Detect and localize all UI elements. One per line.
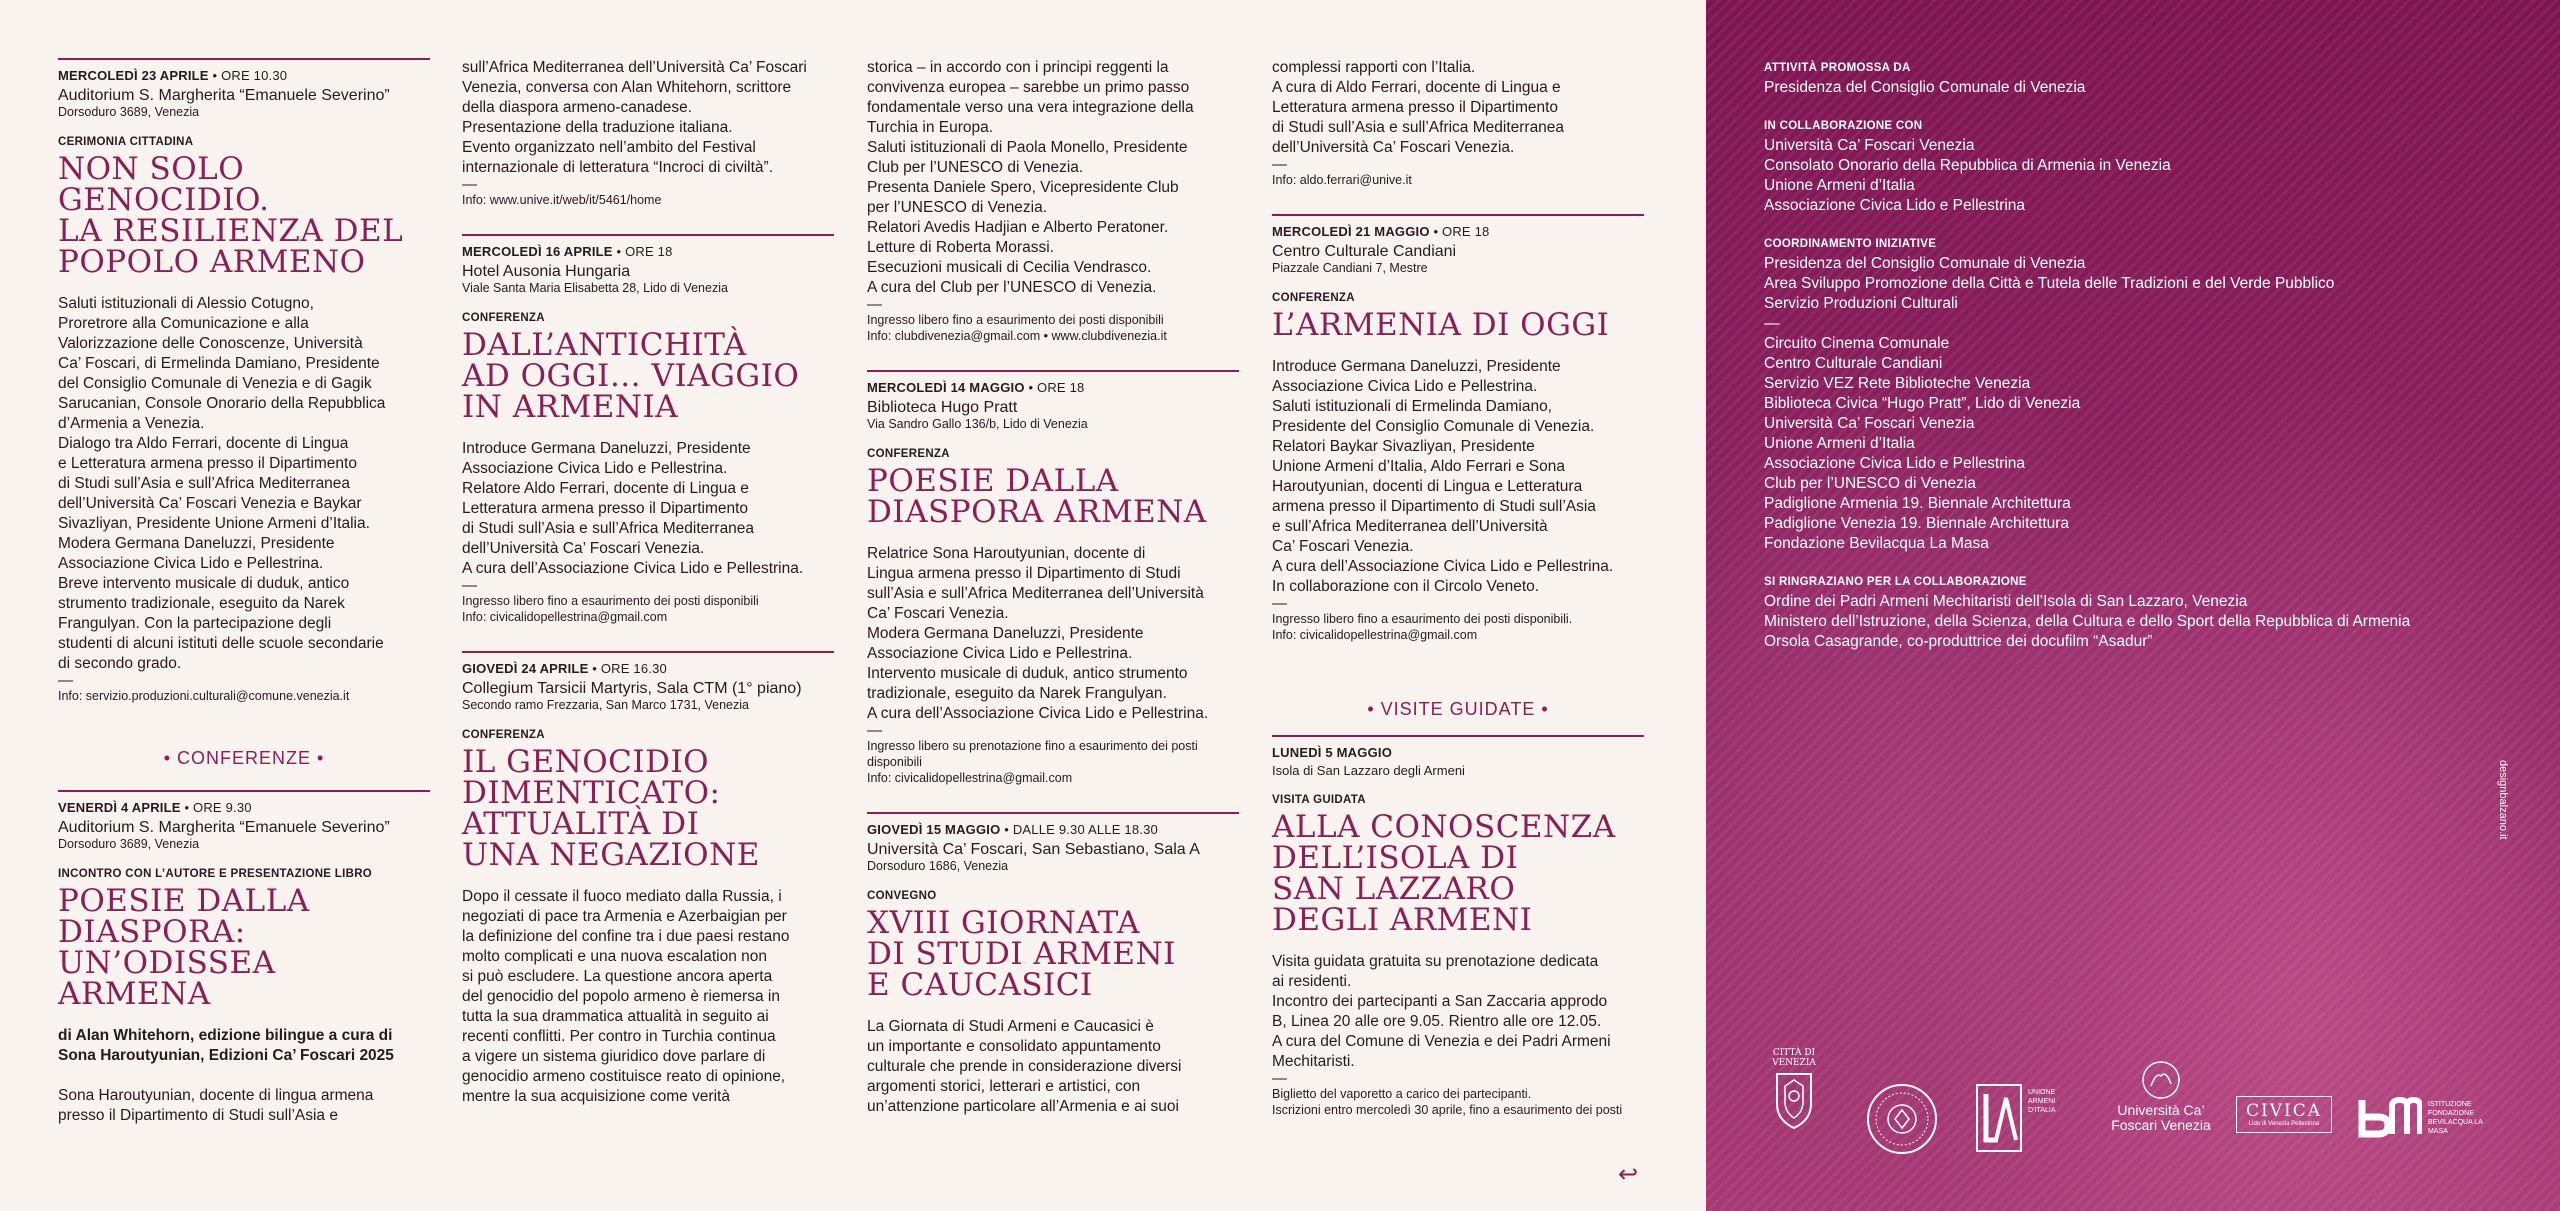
credits-item: Servizio VEZ Rete Biblioteche Venezia bbox=[1764, 375, 2031, 392]
credits-heading: SI RINGRAZIANO PER LA COLLABORAZIONE bbox=[1764, 576, 2027, 588]
unione-armeni-logo: UNIONE ARMENI D’ITALIA bbox=[1976, 1084, 2066, 1154]
event-venue: Biblioteca Hugo Pratt bbox=[867, 399, 1018, 416]
event-venue: Isola di San Lazzaro degli Armeni bbox=[1272, 763, 1465, 778]
credits-item: Area Sviluppo Promozione della Città e Tutela delle Tradizioni e del Verde Pubblico bbox=[1764, 275, 2335, 292]
event-info[interactable]: Ingresso libero fino a esaurimento dei posti disponibili Info: civicalidopellestrina@gmail.com bbox=[462, 594, 759, 624]
event-venue: Collegium Tarsicii Martyris, Sala CTM (1° piano) bbox=[462, 680, 802, 697]
event-info[interactable]: Ingresso libero fino a esaurimento dei posti disponibili. Info: civicalidopellestrina@gmail.com bbox=[1272, 612, 1573, 642]
event-date: MERCOLEDÌ 16 APRILE • ORE 18 bbox=[462, 244, 673, 259]
credits-item: Università Ca’ Foscari Venezia bbox=[1764, 415, 1975, 432]
civica-logo: CIVICA Lido di Venezia Pellestrina bbox=[2236, 1096, 2332, 1133]
column-3 bbox=[867, 58, 1239, 1117]
divider bbox=[867, 812, 1239, 814]
event-title: NON SOLO GENOCIDIO. LA RESILIENZA DEL POPOLO ARMENO bbox=[58, 151, 404, 280]
divider bbox=[58, 790, 430, 792]
credits-heading: ATTIVITÀ PROMOSSA DA bbox=[1764, 62, 1911, 74]
divider bbox=[58, 58, 430, 60]
credits-item: Consolato Onorario della Repubblica di Armenia in Venezia bbox=[1764, 157, 2171, 174]
event-address: Dorsoduro 3689, Venezia bbox=[58, 837, 200, 851]
credits-item: Padiglione Venezia 19. Biennale Architettura bbox=[1764, 515, 2070, 532]
event-venue: Auditorium S. Margherita “Emanuele Severino” bbox=[58, 819, 390, 836]
event-body-continued: sull’Africa Mediterranea dell’Università Ca’ Foscari Venezia, conversa con Alan Whitehorn, scrittore della diaspora armeno-canadese. Presentazione della traduzione italiana. Evento organizzato nell’ambito del Festival internazionale di letteratura “Incroci di civiltà”. bbox=[462, 59, 807, 176]
venezia-crest-icon bbox=[1771, 1068, 1817, 1130]
event-date: MERCOLEDÌ 14 MAGGIO • ORE 18 bbox=[867, 380, 1085, 395]
dash: — bbox=[867, 296, 882, 313]
event-address: Via Sandro Gallo 136/b, Lido di Venezia bbox=[867, 417, 1088, 431]
ua-mark-icon bbox=[1976, 1084, 2022, 1152]
dash: — bbox=[1272, 1070, 1287, 1087]
dash: — bbox=[1272, 156, 1287, 173]
event-date: GIOVEDÌ 15 MAGGIO • DALLE 9.30 ALLE 18.30 bbox=[867, 822, 1158, 837]
event-info[interactable]: Info: www.unive.it/web/it/5461/home bbox=[462, 193, 662, 207]
event-address: Viale Santa Maria Elisabetta 28, Lido di Venezia bbox=[462, 281, 728, 295]
event-date: GIOVEDÌ 24 APRILE • ORE 16.30 bbox=[462, 661, 667, 676]
dash: — bbox=[1272, 595, 1287, 612]
event-address: Piazzale Candiani 7, Mestre bbox=[1272, 261, 1428, 275]
credits-item: Circuito Cinema Comunale bbox=[1764, 335, 1950, 352]
event-kind: CONVEGNO bbox=[867, 890, 937, 902]
column-1 bbox=[58, 58, 430, 1126]
credits-item: Presidenza del Consiglio Comunale di Venezia bbox=[1764, 255, 2086, 272]
event-body: Introduce Germana Daneluzzi, Presidente Associazione Civica Lido e Pellestrina. Saluti istituzionali di Ermelinda Damiano, Presidente del Consiglio Comunale di Venezia. Relatori Baykar Sivazliyan, Presidente Unione Armeni d’Italia, Aldo Ferrari e Sona Haroutyunian, docenti di Lingua e Letteratura armena presso il Dipartimento di Studi sull’Asia e sull’Africa Mediterranea dell’Università Ca’ Foscari Venezia. A cura dell’Associazione Civica Lido e Pellestrina. In collaborazione con il Circolo Veneto. bbox=[1272, 358, 1614, 595]
event-info[interactable]: Info: aldo.ferrari@unive.it bbox=[1272, 173, 1412, 187]
event-body: Sona Haroutyunian, docente di lingua armena presso il Dipartimento di Studi sull’Asia e bbox=[58, 1087, 374, 1124]
credits-list bbox=[1764, 58, 2504, 652]
credits-item: Fondazione Bevilacqua La Masa bbox=[1764, 535, 1989, 552]
divider bbox=[1272, 214, 1644, 216]
event-kind: INCONTRO CON L’AUTORE E PRESENTAZIONE LIBRO bbox=[58, 868, 373, 880]
divider bbox=[867, 370, 1239, 372]
event-body-continued: storica – in accordo con i principi reggenti la convivenza europea – sarebbe un primo passo fondamentale verso una vera integrazione della Turchia in Europa. Saluti istituzionali di Paola Monello, Presidente Club per l’UNESCO di Venezia. Presenta Daniele Spero, Vicepresidente Club per l’UNESCO di Venezia. Relatori Avedis Hadjian e Alberto Peratoner. Letture di Roberta Morassi. Esecuzioni musicali di Cecilia Vendrasco. A cura del Club per l’UNESCO di Venezia. bbox=[867, 59, 1194, 296]
section-heading-visite: • VISITE GUIDATE • bbox=[1367, 699, 1549, 719]
credits-item: Biblioteca Civica “Hugo Pratt”, Lido di Venezia bbox=[1764, 395, 2081, 412]
event-venue: Auditorium S. Margherita “Emanuele Severino” bbox=[58, 87, 390, 104]
event-info[interactable]: Info: servizio.produzioni.culturali@comune.venezia.it bbox=[58, 689, 350, 703]
bm-mark-icon bbox=[2358, 1096, 2422, 1138]
event-kind: CONFERENZA bbox=[867, 448, 950, 460]
credits-panel bbox=[1706, 0, 2560, 1211]
event-venue: Centro Culturale Candiani bbox=[1272, 243, 1457, 260]
event-body: La Giornata di Studi Armeni e Caucasici è un importante e consolidato appuntamento culturale che prende in considerazione diversi argomenti storici, letterari e artistici, con un’attenzione particolare all’Armenia e ai suoi bbox=[867, 1018, 1182, 1115]
return-arrow-icon: ↩ bbox=[1618, 1161, 1639, 1188]
event-info[interactable]: Ingresso libero su prenotazione fino a esaurimento dei posti disponibili Info: civicalidopellestrina@gmail.com bbox=[867, 739, 1198, 785]
credits-item: Centro Culturale Candiani bbox=[1764, 355, 1943, 372]
credits-item: Associazione Civica Lido e Pellestrina bbox=[1764, 197, 2026, 214]
section-heading-conferenze: • CONFERENZE • bbox=[163, 748, 325, 768]
event-date: MERCOLEDÌ 21 MAGGIO • ORE 18 bbox=[1272, 224, 1490, 239]
event-kind: CONFERENZA bbox=[462, 729, 545, 741]
event-title: POESIE DALLA DIASPORA ARMENA bbox=[867, 463, 1207, 530]
event-title: L’ARMENIA DI OGGI bbox=[1272, 307, 1610, 343]
event-address: Dorsoduro 1686, Venezia bbox=[867, 859, 1009, 873]
event-date: VENERDÌ 4 APRILE • ORE 9.30 bbox=[58, 800, 252, 815]
event-venue: Hotel Ausonia Hungaria bbox=[462, 263, 631, 280]
dash: — bbox=[58, 672, 73, 689]
event-address: Dorsoduro 3689, Venezia bbox=[58, 105, 200, 119]
event-title: DALL’ANTICHITÀ AD OGGI… VIAGGIO IN ARMENIA bbox=[462, 327, 800, 425]
event-info: Biglietto del vaporetto a carico dei partecipanti. Iscrizioni entro mercoledì 30 aprile, fino a esaurimento dei posti bbox=[1272, 1087, 1623, 1117]
divider bbox=[1272, 735, 1644, 737]
dash: — bbox=[462, 176, 477, 193]
credits-item: Associazione Civica Lido e Pellestrina bbox=[1764, 455, 2026, 472]
bevilacqua-logo: ISTITUZIONE FONDAZIONE BEVILACQUA LA MASA bbox=[2358, 1096, 2518, 1142]
event-body: Visita guidata gratuita su prenotazione dedicata ai residenti. Incontro dei partecipanti a San Zaccaria approdo B, Linea 20 alle ore 9.05. Rientro alle ore 12.05. A cura del Comune di Venezia e dei Padri Armeni Mechitaristi. bbox=[1272, 953, 1611, 1070]
credits-item: Università Ca’ Foscari Venezia bbox=[1764, 137, 1975, 154]
event-title: XVIII GIORNATA DI STUDI ARMENI E CAUCASICI bbox=[867, 905, 1176, 1003]
event-date: MERCOLEDÌ 23 APRILE • ORE 10.30 bbox=[58, 68, 288, 83]
credits-heading: COORDINAMENTO INIZIATIVE bbox=[1764, 238, 1937, 250]
credits-item: Presidenza del Consiglio Comunale di Venezia bbox=[1764, 79, 2086, 96]
event-body: Dopo il cessate il fuoco mediato dalla Russia, i negoziati di pace tra Armenia e Azerbaigian per la definizione del confine tra i due paesi restano molto complicati e una nuova escalation non si può escludere. La questione ancora aperta del genocidio del popolo armeno è riemersa in tutta la sua drammatica attualità in seguito ai recenti conflitti. Per contro in Turchia continua a vigere un sistema giuridico dove parlare di genocidio armeno costituisce reato di opinione, mentre la sua acquisizione come verità bbox=[462, 888, 790, 1105]
event-body: Saluti istituzionali di Alessio Cotugno, Proretrore alla Comunicazione e alla Valorizzazione delle Conoscenze, Università Ca’ Foscari, di Ermelinda Damiano, Presidente del Consiglio Comunale di Venezia e di Gagik Sarucanian, Console Onorario della Repubblica d’Armenia a Venezia. Dialogo tra Aldo Ferrari, docente di Lingua e Letteratura armena presso il Dipartimento di Studi sull’Asia e sull’Africa Mediterranea dell’Università Ca’ Foscari Venezia e Baykar Sivazliyan, Presidente Unione Armeni d’Italia. Modera Germana Daneluzzi, Presidente Associazione Civica Lido e Pellestrina. Breve intervento musicale di duduk, antico strumento tradizionale, eseguito da Narek Frangulyan. Con la partecipazione degli studenti di alcuni istituti delle scuole secondarie di secondo grado. bbox=[58, 295, 386, 672]
event-kind: CONFERENZA bbox=[1272, 292, 1355, 304]
credits-item: Padiglione Armenia 19. Biennale Architettura bbox=[1764, 495, 2071, 512]
event-body: Relatrice Sona Haroutyunian, docente di Lingua armena presso il Dipartimento di Studi sull’Asia e sull’Africa Mediterranea dell’Università Ca’ Foscari Venezia. Modera Germana Daneluzzi, Presidente Associazione Civica Lido e Pellestrina. Intervento musicale di duduk, antico strumento tradizionale, eseguito da Narek Frangulyan. A cura dell’Associazione Civica Lido e Pellestrina. bbox=[867, 545, 1209, 722]
cafoscari-logo: Università Ca’ Foscari Venezia bbox=[2106, 1060, 2216, 1133]
credits-item: Unione Armeni d’Italia bbox=[1764, 435, 1915, 452]
column-4 bbox=[1272, 58, 1644, 1118]
event-title: POESIE DALLA DIASPORA: UN’ODISSEA ARMENA bbox=[58, 883, 310, 1012]
credits-item: Orsola Casagrande, co-produttrice dei docufilm “Asadur” bbox=[1764, 633, 2153, 650]
credits-item: Ordine dei Padri Armeni Mechitaristi dell’Isola di San Lazzaro, Venezia bbox=[1764, 593, 2248, 610]
book-subtitle: di Alan Whitehorn, edizione bilingue a cura di Sona Haroutyunian, Edizioni Ca’ Foscari 2025 bbox=[58, 1027, 394, 1064]
event-title: IL GENOCIDIO DIMENTICATO: ATTUALITÀ DI UNA NEGAZIONE bbox=[462, 744, 760, 873]
event-body-continued: complessi rapporti con l’Italia. A cura di Aldo Ferrari, docente di Lingua e Letteratura armena presso il Dipartimento di Studi sull’Asia e sull’Africa Mediterranea dell’Università Ca’ Foscari Venezia. bbox=[1272, 59, 1565, 156]
designer-credit[interactable]: designbalzano.it bbox=[2497, 760, 2509, 840]
credits-item: Servizio Produzioni Culturali bbox=[1764, 295, 1958, 312]
event-kind: CONFERENZA bbox=[462, 312, 545, 324]
dash: — bbox=[462, 577, 477, 594]
event-kind: VISITA GUIDATA bbox=[1272, 794, 1366, 806]
column-2 bbox=[462, 58, 834, 1107]
credits-item: Club per l’UNESCO di Venezia bbox=[1764, 475, 1976, 492]
credits-item: Ministero dell’Istruzione, della Scienza, della Cultura e dello Sport della Repubblica di Armenia bbox=[1764, 613, 2411, 630]
credits-heading: IN COLLABORAZIONE CON bbox=[1764, 120, 1923, 132]
divider bbox=[462, 651, 834, 653]
event-address: Secondo ramo Frezzaria, San Marco 1731, Venezia bbox=[462, 698, 749, 712]
dash: — bbox=[867, 722, 882, 739]
credits-item: — bbox=[1764, 315, 1780, 332]
event-kind: CERIMONIA CITTADINA bbox=[58, 136, 194, 148]
divider bbox=[462, 234, 834, 236]
venezia-logo: CITTÀ DI VENEZIA bbox=[1764, 1048, 1824, 1133]
event-venue: Università Ca’ Foscari, San Sebastiano, Sala A bbox=[867, 841, 1200, 858]
event-title: ALLA CONOSCENZA DELL’ISOLA DI SAN LAZZARO DEGLI ARMENI bbox=[1272, 809, 1616, 938]
event-date: LUNEDÌ 5 MAGGIO bbox=[1272, 745, 1393, 760]
event-info[interactable]: Ingresso libero fino a esaurimento dei posti disponibili Info: clubdivenezia@gmail.com • www.clubdivenezia.it bbox=[867, 313, 1167, 343]
credits-item: Unione Armeni d’Italia bbox=[1764, 177, 1915, 194]
event-body: Introduce Germana Daneluzzi, Presidente Associazione Civica Lido e Pellestrina. Relatore Aldo Ferrari, docente di Lingua e Letteratura armena presso il Dipartimento di Studi sull’Asia e sull’Africa Mediterranea dell’Università Ca’ Foscari Venezia. A cura dell’Associazione Civica Lido e Pellestrina. bbox=[462, 440, 804, 577]
consulate-seal-icon bbox=[1862, 1082, 1942, 1159]
cafoscari-lion-icon bbox=[2138, 1060, 2184, 1100]
